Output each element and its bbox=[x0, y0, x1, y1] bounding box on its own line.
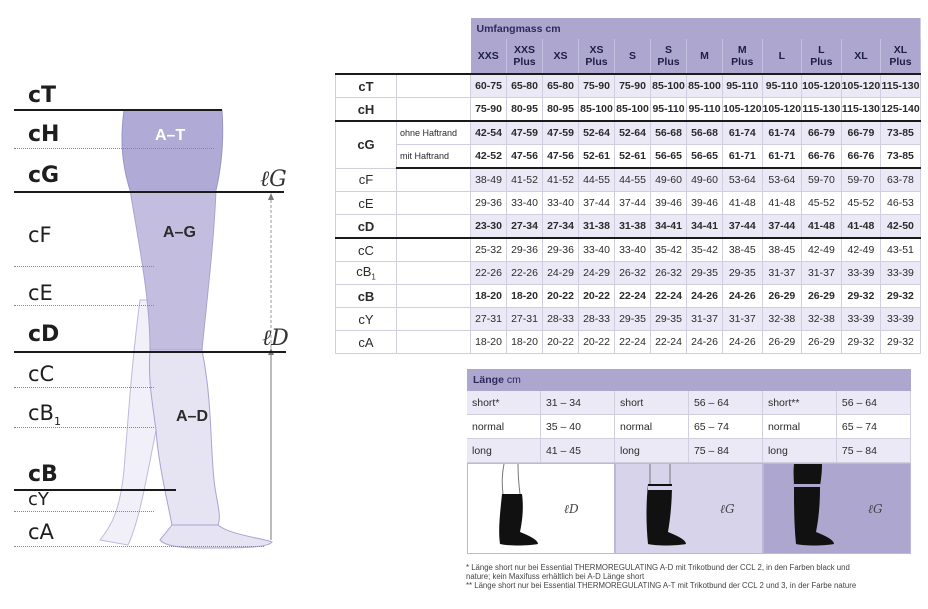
length-label-cell: normal bbox=[467, 415, 540, 439]
size-row bbox=[336, 98, 921, 122]
pantyhose-panel bbox=[763, 463, 911, 554]
size-value-cell: 85-100 bbox=[579, 98, 615, 122]
length-row bbox=[467, 439, 911, 463]
zone-cell: cC bbox=[336, 238, 397, 262]
sub-cell bbox=[397, 74, 471, 98]
size-value-cell: 42-50 bbox=[881, 215, 921, 239]
size-row bbox=[336, 331, 921, 354]
size-header: S bbox=[615, 39, 651, 74]
size-value-cell: 29-36 bbox=[543, 238, 579, 262]
zone-label-cf: cF bbox=[28, 223, 52, 247]
size-table bbox=[335, 18, 921, 354]
size-value-cell: 29-32 bbox=[881, 285, 921, 308]
size-value-cell: 95-110 bbox=[687, 98, 723, 122]
size-value-cell: 41-48 bbox=[841, 215, 881, 239]
size-value-cell: 59-70 bbox=[802, 168, 842, 192]
size-value-cell: 73-85 bbox=[881, 145, 921, 169]
size-row bbox=[336, 168, 921, 192]
size-value-cell: 52-61 bbox=[615, 145, 651, 169]
size-value-cell: 24-26 bbox=[723, 331, 763, 354]
size-value-cell: 115-130 bbox=[802, 98, 842, 122]
size-value-cell: 85-100 bbox=[615, 98, 651, 122]
size-value-cell: 56-68 bbox=[687, 121, 723, 145]
size-value-cell: 29-35 bbox=[615, 308, 651, 331]
size-value-cell: 31-37 bbox=[723, 308, 763, 331]
size-value-cell: 105-120 bbox=[762, 98, 802, 122]
size-value-cell: 22-24 bbox=[615, 285, 651, 308]
size-value-cell: 38-49 bbox=[471, 168, 507, 192]
size-value-cell: 63-78 bbox=[881, 168, 921, 192]
size-value-cell: 31-37 bbox=[687, 308, 723, 331]
size-value-cell: 41-48 bbox=[723, 192, 763, 215]
size-header: XXS Plus bbox=[507, 39, 543, 74]
size-value-cell: 24-26 bbox=[687, 331, 723, 354]
size-value-cell: 66-79 bbox=[841, 121, 881, 145]
size-value-cell: 37-44 bbox=[615, 192, 651, 215]
size-value-cell: 26-29 bbox=[762, 285, 802, 308]
size-value-cell: 61-71 bbox=[762, 145, 802, 169]
length-row bbox=[467, 415, 911, 439]
size-value-cell: 27-31 bbox=[507, 308, 543, 331]
size-value-cell: 75-90 bbox=[579, 74, 615, 98]
size-value-cell: 29-36 bbox=[507, 238, 543, 262]
size-value-cell: 52-61 bbox=[579, 145, 615, 169]
size-value-cell: 41-48 bbox=[762, 192, 802, 215]
size-value-cell: 22-26 bbox=[471, 262, 507, 285]
length-label-ld: ℓD bbox=[262, 326, 289, 351]
size-value-cell: 37-44 bbox=[723, 215, 763, 239]
size-value-cell: 29-35 bbox=[723, 262, 763, 285]
icon-length-lg-2: ℓG bbox=[868, 502, 883, 516]
leg-diagram bbox=[0, 0, 300, 609]
size-value-cell: 61-71 bbox=[723, 145, 763, 169]
zone-cell: cA bbox=[336, 331, 397, 354]
length-label-cell: short** bbox=[762, 391, 836, 415]
size-value-cell: 49-60 bbox=[651, 168, 687, 192]
size-value-cell: 47-59 bbox=[507, 121, 543, 145]
size-value-cell: 35-42 bbox=[651, 238, 687, 262]
size-value-cell: 31-38 bbox=[579, 215, 615, 239]
size-value-cell: 18-20 bbox=[471, 331, 507, 354]
zone-cell: $cB_1$ bbox=[336, 262, 397, 285]
size-value-cell: 52-64 bbox=[579, 121, 615, 145]
size-value-cell: 29-32 bbox=[881, 331, 921, 354]
size-row bbox=[336, 145, 921, 169]
size-value-cell: 95-110 bbox=[762, 74, 802, 98]
size-value-cell: 24-26 bbox=[687, 285, 723, 308]
size-value-cell: 22-24 bbox=[615, 331, 651, 354]
sub-cell bbox=[397, 215, 471, 239]
size-value-cell: 33-40 bbox=[579, 238, 615, 262]
size-value-cell: 41-52 bbox=[507, 168, 543, 192]
size-value-cell: 45-52 bbox=[841, 192, 881, 215]
size-value-cell: 80-95 bbox=[507, 98, 543, 122]
size-header: XL bbox=[841, 39, 881, 74]
sub-cell bbox=[397, 168, 471, 192]
stocking-icons bbox=[467, 463, 911, 554]
zone-label-ca: cA bbox=[28, 520, 54, 544]
size-value-cell: 34-41 bbox=[651, 215, 687, 239]
size-value-cell: 75-90 bbox=[471, 98, 507, 122]
icon-length-lg-1: ℓG bbox=[720, 502, 735, 516]
size-value-cell: 26-32 bbox=[615, 262, 651, 285]
knee-stocking-panel bbox=[467, 463, 615, 554]
size-value-cell: 49-60 bbox=[687, 168, 723, 192]
zone-label-cg: cG bbox=[28, 163, 60, 188]
size-value-cell: 56-65 bbox=[651, 145, 687, 169]
size-value-cell: 43-51 bbox=[881, 238, 921, 262]
size-header: S Plus bbox=[651, 39, 687, 74]
size-value-cell: 38-45 bbox=[723, 238, 763, 262]
size-value-cell: 34-41 bbox=[687, 215, 723, 239]
zone-cell: cB bbox=[336, 285, 397, 308]
length-label-cell: long bbox=[762, 439, 836, 463]
size-value-cell: 85-100 bbox=[687, 74, 723, 98]
size-row bbox=[336, 192, 921, 215]
size-value-cell: 42-54 bbox=[471, 121, 507, 145]
sub-cell bbox=[397, 262, 471, 285]
size-value-cell: 33-40 bbox=[615, 238, 651, 262]
zone-cell: cH bbox=[336, 98, 397, 122]
size-value-cell: 25-32 bbox=[471, 238, 507, 262]
length-range-cell: 65 – 74 bbox=[688, 415, 762, 439]
zone-cell: cG bbox=[336, 121, 397, 168]
size-value-cell: 24-26 bbox=[723, 285, 763, 308]
sub-cell bbox=[397, 285, 471, 308]
zone-label-cy: cY bbox=[28, 489, 49, 510]
zone-label-ct: cT bbox=[28, 83, 57, 108]
size-value-cell: 31-37 bbox=[802, 262, 842, 285]
length-range-cell: 75 – 84 bbox=[688, 439, 762, 463]
zone-label-cd: cD bbox=[28, 322, 60, 347]
size-value-cell: 27-34 bbox=[543, 215, 579, 239]
size-value-cell: 24-29 bbox=[543, 262, 579, 285]
size-value-cell: 61-74 bbox=[723, 121, 763, 145]
size-value-cell: 47-56 bbox=[507, 145, 543, 169]
size-header: L bbox=[762, 39, 802, 74]
size-value-cell: 29-35 bbox=[687, 262, 723, 285]
size-value-cell: 33-40 bbox=[507, 192, 543, 215]
zone-label-cb: cB bbox=[28, 462, 58, 487]
length-row bbox=[467, 391, 911, 415]
thigh-stocking-icon bbox=[626, 464, 696, 555]
size-value-cell: 29-32 bbox=[841, 285, 881, 308]
size-value-cell: 115-130 bbox=[881, 74, 921, 98]
size-value-cell: 95-110 bbox=[723, 74, 763, 98]
zone-cell: cT bbox=[336, 74, 397, 98]
size-value-cell: 52-64 bbox=[615, 121, 651, 145]
size-value-cell: 41-52 bbox=[543, 168, 579, 192]
length-table-title: Länge cm bbox=[467, 369, 911, 391]
size-value-cell: 42-49 bbox=[841, 238, 881, 262]
size-header: M bbox=[687, 39, 723, 74]
size-value-cell: 115-130 bbox=[841, 98, 881, 122]
size-value-cell: 35-42 bbox=[687, 238, 723, 262]
zone-label-cc: cC bbox=[28, 362, 55, 386]
size-value-cell: 59-70 bbox=[841, 168, 881, 192]
size-header: L Plus bbox=[802, 39, 842, 74]
size-value-cell: 26-29 bbox=[802, 285, 842, 308]
length-label-cell: short* bbox=[467, 391, 540, 415]
size-row bbox=[336, 215, 921, 239]
length-range-cell: 56 – 64 bbox=[688, 391, 762, 415]
length-range-cell: 75 – 84 bbox=[836, 439, 910, 463]
length-range-cell: 31 – 34 bbox=[540, 391, 614, 415]
size-value-cell: 29-36 bbox=[471, 192, 507, 215]
size-value-cell: 31-37 bbox=[762, 262, 802, 285]
length-label-cell: long bbox=[467, 439, 540, 463]
size-row bbox=[336, 74, 921, 98]
footnote-2: ** Länge short nur bei Essential THERMOREGULATING A-T mit Trikotbund der CCL 2 und 3, in der Farbe nature bbox=[466, 581, 857, 590]
length-label-cell: long bbox=[614, 439, 688, 463]
zone-label-cb1: $cB_1$ bbox=[28, 401, 61, 429]
size-value-cell: 66-76 bbox=[841, 145, 881, 169]
knee-stocking-icon bbox=[478, 464, 548, 555]
size-value-cell: 27-34 bbox=[507, 215, 543, 239]
length-table bbox=[467, 391, 911, 463]
size-value-cell: 26-29 bbox=[762, 331, 802, 354]
size-value-cell: 60-75 bbox=[471, 74, 507, 98]
size-value-cell: 38-45 bbox=[762, 238, 802, 262]
size-value-cell: 33-39 bbox=[881, 308, 921, 331]
length-label-cell: normal bbox=[762, 415, 836, 439]
size-value-cell: 31-38 bbox=[615, 215, 651, 239]
size-value-cell: 45-52 bbox=[802, 192, 842, 215]
length-label-lg: ℓG bbox=[260, 167, 287, 192]
sub-cell: mit Haftrand bbox=[397, 145, 471, 169]
size-value-cell: 95-110 bbox=[651, 98, 687, 122]
size-header: XS Plus bbox=[579, 39, 615, 74]
size-value-cell: 53-64 bbox=[762, 168, 802, 192]
zone-cell: cE bbox=[336, 192, 397, 215]
size-value-cell: 23-30 bbox=[471, 215, 507, 239]
size-header: M Plus bbox=[723, 39, 763, 74]
size-value-cell: 20-22 bbox=[579, 331, 615, 354]
size-value-cell: 46-53 bbox=[881, 192, 921, 215]
size-row bbox=[336, 285, 921, 308]
size-value-cell: 47-59 bbox=[543, 121, 579, 145]
size-value-cell: 85-100 bbox=[651, 74, 687, 98]
size-value-cell: 47-56 bbox=[543, 145, 579, 169]
size-row bbox=[336, 308, 921, 331]
leg-label-ag: A–G bbox=[163, 224, 196, 241]
footnote-1: * Länge short nur bei Essential THERMOREGULATING A-D mit Trikotbund der CCL 2, in den Farben black und bbox=[466, 563, 850, 572]
size-value-cell: 26-32 bbox=[651, 262, 687, 285]
size-value-cell: 18-20 bbox=[507, 285, 543, 308]
size-value-cell: 61-74 bbox=[762, 121, 802, 145]
size-value-cell: 42-52 bbox=[471, 145, 507, 169]
size-value-cell: 33-39 bbox=[841, 308, 881, 331]
size-value-cell: 26-29 bbox=[802, 331, 842, 354]
size-value-cell: 105-120 bbox=[723, 98, 763, 122]
sub-cell: ohne Haftrand bbox=[397, 121, 471, 145]
size-value-cell: 44-55 bbox=[615, 168, 651, 192]
size-table-title: Umfangmass cm bbox=[471, 18, 921, 39]
size-value-cell: 41-48 bbox=[802, 215, 842, 239]
size-value-cell: 18-20 bbox=[471, 285, 507, 308]
size-value-cell: 75-90 bbox=[615, 74, 651, 98]
footnote-1-cont: nature; kein Maxifuss erhältlich bei A-D Länge short bbox=[466, 572, 645, 581]
panty-shape bbox=[122, 110, 223, 190]
size-value-cell: 32-38 bbox=[762, 308, 802, 331]
size-value-cell: 32-38 bbox=[802, 308, 842, 331]
size-header: XS bbox=[543, 39, 579, 74]
sub-cell bbox=[397, 192, 471, 215]
size-value-cell: 65-80 bbox=[543, 74, 579, 98]
zone-cell: cY bbox=[336, 308, 397, 331]
size-value-cell: 28-33 bbox=[543, 308, 579, 331]
size-row bbox=[336, 238, 921, 262]
size-value-cell: 33-39 bbox=[841, 262, 881, 285]
size-value-cell: 42-49 bbox=[802, 238, 842, 262]
size-value-cell: 24-29 bbox=[579, 262, 615, 285]
size-value-cell: 39-46 bbox=[651, 192, 687, 215]
size-value-cell: 66-76 bbox=[802, 145, 842, 169]
length-range-cell: 56 – 64 bbox=[836, 391, 910, 415]
size-value-cell: 37-44 bbox=[762, 215, 802, 239]
size-value-cell: 105-120 bbox=[802, 74, 842, 98]
leg-label-at: A–T bbox=[155, 127, 186, 144]
size-value-cell: 27-31 bbox=[471, 308, 507, 331]
size-value-cell: 20-22 bbox=[579, 285, 615, 308]
size-value-cell: 29-35 bbox=[651, 308, 687, 331]
zone-label-ce: cE bbox=[28, 281, 53, 305]
leg-label-ad: A–D bbox=[176, 408, 209, 425]
length-range-cell: 41 – 45 bbox=[540, 439, 614, 463]
size-value-cell: 22-24 bbox=[651, 331, 687, 354]
size-value-cell: 56-68 bbox=[651, 121, 687, 145]
sub-cell bbox=[397, 238, 471, 262]
size-value-cell: 80-95 bbox=[543, 98, 579, 122]
size-row bbox=[336, 262, 921, 285]
size-value-cell: 105-120 bbox=[841, 74, 881, 98]
size-value-cell: 29-32 bbox=[841, 331, 881, 354]
size-value-cell: 28-33 bbox=[579, 308, 615, 331]
size-value-cell: 56-65 bbox=[687, 145, 723, 169]
lower-leg-shape bbox=[149, 350, 219, 525]
size-value-cell: 66-79 bbox=[802, 121, 842, 145]
size-value-cell: 33-40 bbox=[543, 192, 579, 215]
sub-cell bbox=[397, 331, 471, 354]
length-range-cell: 65 – 74 bbox=[836, 415, 910, 439]
pantyhose-icon bbox=[774, 464, 844, 555]
sub-cell bbox=[397, 308, 471, 331]
size-value-cell: 53-64 bbox=[723, 168, 763, 192]
length-label-cell: normal bbox=[614, 415, 688, 439]
sub-cell bbox=[397, 98, 471, 122]
size-row bbox=[336, 121, 921, 145]
size-value-cell: 37-44 bbox=[579, 192, 615, 215]
length-label-cell: short bbox=[614, 391, 688, 415]
size-value-cell: 73-85 bbox=[881, 121, 921, 145]
size-header: XXS bbox=[471, 39, 507, 74]
zone-cell: cD bbox=[336, 215, 397, 239]
size-header: XL Plus bbox=[881, 39, 921, 74]
length-table-box bbox=[467, 369, 911, 463]
length-range-cell: 35 – 40 bbox=[540, 415, 614, 439]
size-value-cell: 20-22 bbox=[543, 331, 579, 354]
size-value-cell: 20-22 bbox=[543, 285, 579, 308]
zone-label-ch: cH bbox=[28, 122, 60, 147]
size-value-cell: 44-55 bbox=[579, 168, 615, 192]
zone-cell: cF bbox=[336, 168, 397, 192]
size-value-cell: 33-39 bbox=[881, 262, 921, 285]
foot-shape bbox=[160, 525, 272, 548]
thigh-stocking-panel bbox=[615, 463, 763, 554]
size-value-cell: 39-46 bbox=[687, 192, 723, 215]
size-value-cell: 18-20 bbox=[507, 331, 543, 354]
size-value-cell: 65-80 bbox=[507, 74, 543, 98]
size-value-cell: 125-140 bbox=[881, 98, 921, 122]
size-value-cell: 22-26 bbox=[507, 262, 543, 285]
size-value-cell: 22-24 bbox=[651, 285, 687, 308]
icon-length-ld: ℓD bbox=[564, 502, 579, 516]
